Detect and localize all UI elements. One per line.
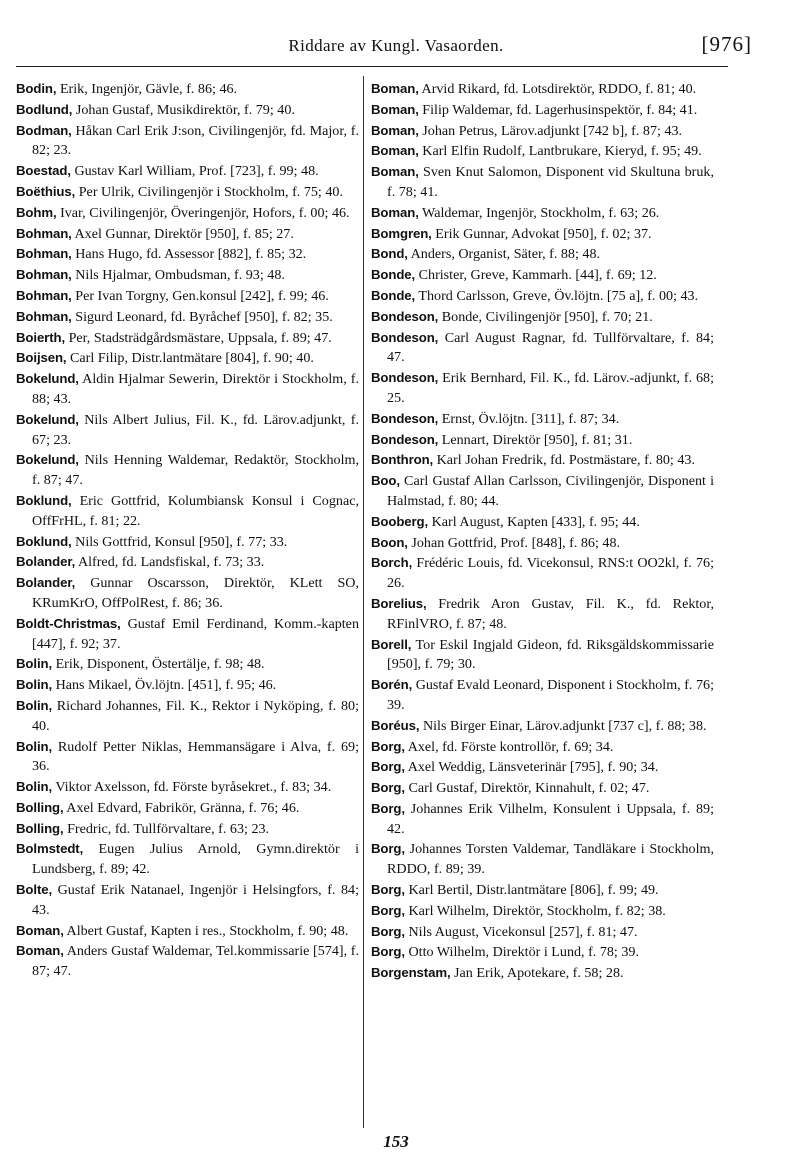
register-entry	[371, 450, 714, 471]
entry-surname: Bondeson,	[371, 308, 439, 324]
entry-surname: Boman,	[16, 943, 64, 959]
header-rule	[16, 66, 728, 67]
entry-details: Alfred, fd. Landsfiskal, f. 73; 33.	[77, 554, 265, 571]
entry-details: Nils August, Vicekonsul [257], f. 81; 47.	[408, 923, 638, 940]
entry-surname: Bodman,	[16, 122, 72, 138]
register-entry	[16, 941, 359, 982]
entry-details: Frédéric Louis, fd. Vicekonsul, RNS:t OO2kl, f. 76; 26.	[387, 555, 714, 592]
register-entry	[16, 182, 359, 203]
entry-details: Fredrik Aron Gustav, Fil. K., fd. Rektor, RFinlVRO, f. 87; 48.	[387, 595, 714, 632]
register-entry	[371, 635, 714, 676]
register-entry	[371, 922, 714, 943]
register-entry	[16, 675, 359, 696]
register-entry	[371, 265, 714, 286]
entry-details: Jan Erik, Apotekare, f. 58; 28.	[454, 965, 624, 982]
register-entry	[371, 328, 714, 369]
register-entry	[16, 100, 359, 121]
entry-details: Albert Gustaf, Kapten i res., Stockholm, f. 90; 48.	[66, 922, 349, 939]
entry-details: Johannes Torsten Valdemar, Tandläkare i Stockholm, RDDO, f. 89; 39.	[387, 841, 714, 878]
entry-surname: Boëthius,	[16, 183, 76, 199]
entry-details: Axel, fd. Förste kontrollör, f. 69; 34.	[407, 738, 614, 755]
entry-surname: Bomgren,	[371, 225, 432, 241]
register-entry	[371, 901, 714, 922]
register-entry	[16, 348, 359, 369]
register-entry	[16, 224, 359, 245]
entry-surname: Borell,	[371, 636, 412, 652]
entry-details: Lennart, Direktör [950], f. 81; 31.	[441, 431, 633, 448]
entry-surname: Boklund,	[16, 533, 72, 549]
register-entry	[16, 244, 359, 265]
register-entry	[16, 532, 359, 553]
left-column	[16, 79, 359, 982]
entry-surname: Bond,	[371, 246, 408, 262]
entry-details: Anders Gustaf Waldemar, Tel.kommissarie [574], f. 87; 47.	[32, 943, 360, 980]
entry-details: Carl August Ragnar, fd. Tullförvaltare, f. 84; 47.	[387, 329, 714, 366]
page-reference-number: [976]	[701, 32, 752, 56]
entry-surname: Bonthron,	[371, 452, 434, 468]
entry-surname: Boman,	[371, 101, 419, 117]
entry-surname: Boman,	[371, 164, 419, 180]
entry-details: Gustav Karl William, Prof. [723], f. 99; 48.	[74, 163, 319, 180]
entry-surname: Bondeson,	[371, 370, 439, 386]
register-entry	[16, 450, 359, 491]
entry-details: Ivar, Civilingenjör, Överingenjör, Hofors, f. 00; 46.	[60, 204, 350, 221]
entry-surname: Bolin,	[16, 738, 53, 754]
entry-surname: Bohman,	[16, 267, 72, 283]
register-entry	[371, 737, 714, 758]
register-entry	[16, 203, 359, 224]
register-entry	[371, 757, 714, 778]
register-entry	[371, 880, 714, 901]
entry-surname: Bolander,	[16, 554, 76, 570]
entry-surname: Bohman,	[16, 308, 72, 324]
register-entry	[16, 161, 359, 182]
entry-surname: Borelius,	[371, 595, 427, 611]
register-entry	[371, 963, 714, 984]
entry-details: Rudolf Petter Niklas, Hemmansägare i Alva, f. 69; 36.	[32, 738, 359, 775]
entry-details: Ernst, Öv.löjtn. [311], f. 87; 34.	[441, 410, 620, 427]
register-entry	[16, 573, 359, 614]
entry-surname: Boman,	[371, 143, 419, 159]
register-entry	[371, 79, 714, 100]
entry-surname: Boklund,	[16, 492, 72, 508]
entry-surname: Booberg,	[371, 513, 429, 529]
entry-surname: Boijsen,	[16, 350, 67, 366]
register-entry	[16, 819, 359, 840]
register-entry	[371, 839, 714, 880]
entry-details: Johan Gustaf, Musikdirektör, f. 79; 40.	[75, 101, 295, 118]
entry-details: Viktor Axelsson, fd. Förste byråsekret., f. 83; 34.	[55, 779, 332, 796]
register-entry	[16, 307, 359, 328]
entry-details: Axel Weddig, Länsveterinär [795], f. 90; 34.	[407, 759, 659, 776]
entry-details: Carl Gustaf Allan Carlsson, Civilingenjör, Disponent i Halmstad, f. 80; 44.	[387, 473, 715, 509]
entry-surname: Borg,	[371, 902, 405, 918]
entry-details: Per, Stadsträdgårdsmästare, Uppsala, f. 89; 47.	[68, 329, 332, 346]
entry-details: Erik, Ingenjör, Gävle, f. 86; 46.	[59, 81, 238, 97]
entry-surname: Boman,	[16, 922, 64, 938]
register-entry	[16, 121, 359, 162]
register-entry	[16, 369, 359, 410]
entry-surname: Borch,	[371, 555, 413, 571]
register-entry	[16, 552, 359, 573]
entry-details: Erik Bernhard, Fil. K., fd. Lärov.-adjunkt, f. 68; 25.	[387, 370, 714, 406]
entry-surname: Boierth,	[16, 329, 66, 345]
entry-surname: Bodlund,	[16, 101, 73, 117]
running-title: Riddare av Kungl. Vasaorden.	[288, 36, 504, 55]
entry-details: Eugen Julius Arnold, Gymn.direktör i Lundsberg, f. 89; 42.	[32, 841, 359, 878]
entry-details: Gunnar Oscarsson, Direktör, KLett SO, KRumKrO, OffPolRest, f. 86; 36.	[32, 575, 359, 611]
entry-surname: Borg,	[371, 759, 405, 775]
entry-surname: Bolmstedt,	[16, 841, 84, 857]
register-entry	[371, 100, 714, 121]
entry-details: Gustaf Erik Natanael, Ingenjör i Helsingfors, f. 84; 43.	[32, 882, 359, 918]
entry-details: Gustaf Emil Ferdinand, Komm.-kapten [447], f. 92; 37.	[32, 615, 359, 652]
entry-surname: Bondeson,	[371, 431, 439, 447]
register-entry	[16, 696, 359, 737]
entry-details: Johannes Erik Vilhelm, Konsulent i Uppsala, f. 89; 42.	[387, 800, 714, 837]
entry-details: Per Ivan Torgny, Gen.konsul [242], f. 99; 46.	[75, 287, 329, 304]
entry-details: Karl Wilhelm, Direktör, Stockholm, f. 82; 38.	[408, 902, 666, 919]
entry-surname: Bohm,	[16, 204, 57, 220]
register-entry	[371, 512, 714, 533]
page-header	[16, 30, 776, 64]
register-entry	[371, 286, 714, 307]
register-entry	[371, 942, 714, 963]
entry-surname: Boréus,	[371, 717, 420, 733]
register-entry	[371, 409, 714, 430]
register-entry	[16, 798, 359, 819]
entry-surname: Bolin,	[16, 697, 53, 713]
entry-surname: Borén,	[371, 677, 413, 693]
register-entry	[371, 594, 714, 635]
entry-surname: Borg,	[371, 841, 405, 857]
entry-details: Nils Birger Einar, Lärov.adjunkt [737 c], f. 88; 38.	[422, 717, 707, 734]
entry-surname: Borg,	[371, 923, 405, 939]
register-entry	[16, 410, 359, 451]
entry-surname: Bolling,	[16, 799, 64, 815]
entry-details: Eric Gottfrid, Kolumbiansk Konsul i Cognac, OffFrHL, f. 81; 22.	[32, 492, 359, 529]
register-entry	[16, 880, 359, 921]
register-entry	[371, 430, 714, 451]
register-entry	[371, 203, 714, 224]
entry-details: Bonde, Civilingenjör [950], f. 70; 21.	[441, 308, 653, 325]
entry-surname: Borg,	[371, 738, 405, 754]
entry-surname: Boman,	[371, 204, 419, 220]
entry-details: Nils Henning Waldemar, Redaktör, Stockholm, f. 87; 47.	[32, 452, 359, 489]
entry-details: Nils Hjalmar, Ombudsman, f. 93; 48.	[75, 267, 285, 284]
entry-details: Nils Gottfrid, Konsul [950], f. 77; 33.	[75, 533, 288, 550]
entry-details: Waldemar, Ingenjör, Stockholm, f. 63; 26.	[422, 204, 660, 221]
entry-surname: Boon,	[371, 534, 408, 550]
entry-details: Richard Johannes, Fil. K., Rektor i Nyköping, f. 80; 40.	[32, 697, 360, 734]
entry-surname: Bolling,	[16, 820, 64, 836]
register-entry	[371, 244, 714, 265]
entry-details: Johan Gottfrid, Prof. [848], f. 86; 48.	[411, 534, 621, 551]
right-column	[371, 79, 714, 984]
entry-surname: Bohman,	[16, 225, 72, 241]
entry-surname: Bolte,	[16, 882, 53, 898]
entry-surname: Boldt-Christmas,	[16, 615, 121, 631]
entry-details: Arvid Rikard, fd. Lotsdirektör, RDDO, f. 81; 40.	[421, 81, 697, 97]
register-entry	[16, 79, 359, 100]
register-entry	[16, 654, 359, 675]
entry-surname: Boestad,	[16, 163, 71, 179]
register-entry	[16, 839, 359, 880]
entry-surname: Bolin,	[16, 779, 53, 795]
entry-details: Karl Johan Fredrik, fd. Postmästare, f. 80; 43.	[436, 452, 695, 469]
entry-surname: Bolander,	[16, 575, 76, 591]
entry-details: Gustaf Evald Leonard, Disponent i Stockholm, f. 76; 39.	[387, 677, 714, 713]
register-entry	[371, 162, 714, 203]
entry-details: Aldin Hjalmar Sewerin, Direktör i Stockholm, f. 88; 43.	[32, 371, 359, 407]
entry-surname: Bodin,	[16, 81, 57, 96]
entry-details: Axel Gunnar, Direktör [950], f. 85; 27.	[74, 225, 294, 242]
entry-details: Sigurd Leonard, fd. Byråchef [950], f. 82; 35.	[75, 308, 333, 325]
entry-details: Sven Knut Salomon, Disponent vid Skultuna bruk, f. 78; 41.	[387, 164, 714, 200]
entry-surname: Bokelund,	[16, 452, 79, 468]
entry-surname: Borgenstam,	[371, 965, 451, 981]
entry-surname: Bonde,	[371, 287, 416, 303]
entry-details: Håkan Carl Erik J:son, Civilingenjör, fd. Major, f. 82; 23.	[32, 122, 359, 159]
entry-details: Carl Gustaf, Direktör, Kinnahult, f. 02; 47.	[408, 780, 650, 797]
register-entry	[371, 307, 714, 328]
entry-details: Christer, Greve, Kammarh. [44], f. 69; 12.	[418, 267, 657, 284]
entry-details: Hans Hugo, fd. Assessor [882], f. 85; 32.	[75, 246, 307, 263]
register-entry	[371, 675, 714, 716]
entry-surname: Bondeson,	[371, 329, 439, 345]
register-entry	[16, 777, 359, 798]
register-entry	[16, 286, 359, 307]
entry-surname: Bonde,	[371, 267, 416, 283]
entry-surname: Boo,	[371, 473, 400, 489]
entry-surname: Boman,	[371, 81, 419, 96]
register-entry	[16, 737, 359, 778]
register-entry	[16, 265, 359, 286]
entry-details: Fredric, fd. Tullförvaltare, f. 63; 23.	[67, 820, 270, 837]
register-entry	[371, 778, 714, 799]
entry-surname: Bolin,	[16, 656, 53, 672]
register-entry	[371, 368, 714, 409]
entry-details: Tor Eskil Ingjald Gideon, fd. Riksgäldskommissarie [950], f. 79; 30.	[387, 636, 714, 673]
entry-details: Carl Filip, Distr.lantmätare [804], f. 90; 40.	[70, 350, 314, 367]
entry-details: Per Ulrik, Civilingenjör i Stockholm, f. 75; 40.	[78, 183, 343, 200]
register-entry	[371, 553, 714, 594]
register-entry	[371, 471, 714, 512]
entry-surname: Borg,	[371, 944, 405, 960]
page-number: 153	[383, 1132, 409, 1151]
entry-details: Otto Wilhelm, Direktör i Lund, f. 78; 39.	[408, 944, 639, 961]
entry-details: Hans Mikael, Öv.löjtn. [451], f. 95; 46.	[55, 677, 277, 694]
entry-details: Erik Gunnar, Advokat [950], f. 02; 37.	[435, 225, 652, 242]
entry-details: Johan Petrus, Lärov.adjunkt [742 b], f. 87; 43.	[422, 122, 683, 139]
register-entry	[16, 491, 359, 532]
entry-surname: Bokelund,	[16, 411, 79, 427]
entry-surname: Bokelund,	[16, 371, 79, 387]
register-entry	[16, 328, 359, 349]
entry-surname: Boman,	[371, 122, 419, 138]
register-entry	[16, 921, 359, 942]
column-divider	[363, 76, 364, 1128]
register-entry	[371, 533, 714, 554]
entry-surname: Borg,	[371, 800, 405, 816]
register-entry	[371, 224, 714, 245]
register-entry	[16, 614, 359, 655]
register-entry	[371, 716, 714, 737]
entry-surname: Bohman,	[16, 287, 72, 303]
entry-surname: Borg,	[371, 882, 405, 898]
register-entry	[371, 121, 714, 142]
register-entry	[371, 141, 714, 162]
entry-details: Anders, Organist, Säter, f. 88; 48.	[410, 246, 601, 263]
entry-details: Karl August, Kapten [433], f. 95; 44.	[431, 513, 640, 530]
entry-surname: Bohman,	[16, 246, 72, 262]
entry-details: Erik, Disponent, Östertälje, f. 98; 48.	[55, 656, 265, 673]
entry-details: Thord Carlsson, Greve, Öv.löjtn. [75 a], f. 00; 43.	[418, 287, 699, 304]
entry-details: Axel Edvard, Fabrikör, Gränna, f. 76; 46.	[66, 799, 300, 816]
register-entry	[371, 799, 714, 840]
entry-details: Karl Bertil, Distr.lantmätare [806], f. 99; 49.	[408, 882, 659, 899]
entry-details: Filip Waldemar, fd. Lagerhusinspektör, f. 84; 41.	[422, 101, 698, 118]
entry-details: Nils Albert Julius, Fil. K., fd. Lärov.adjunkt, f. 67; 23.	[32, 411, 359, 448]
entry-surname: Bondeson,	[371, 410, 439, 426]
entry-surname: Borg,	[371, 780, 405, 796]
entry-surname: Bolin,	[16, 677, 53, 693]
entry-details: Karl Elfin Rudolf, Lantbrukare, Kieryd, f. 95; 49.	[422, 143, 702, 160]
